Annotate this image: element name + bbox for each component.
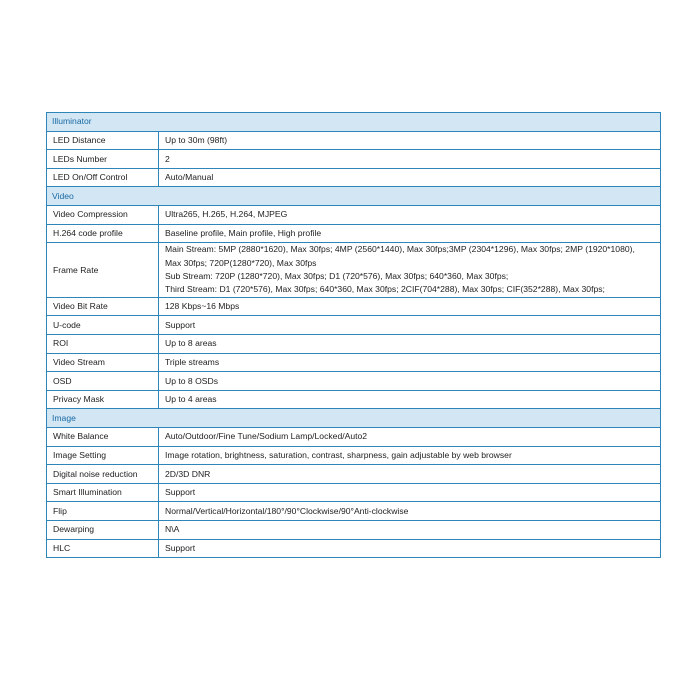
row-value: Image rotation, brightness, saturation, contrast, sharpness, gain adjustable by web browser [159,446,661,465]
table-row-privacy-mask [47,390,661,409]
table-row-leds-number [47,150,661,169]
row-value: 128 Kbps~16 Mbps [159,297,661,316]
table-row-white-balance [47,427,661,446]
table-row-video-bit-rate [47,297,661,316]
row-value: 2D/3D DNR [159,465,661,484]
section-header-illuminator [47,113,661,132]
frame-rate-sub-stream: Sub Stream: 720P (1280*720), Max 30fps; D1 (720*576), Max 30fps; 640*360, Max 30fps; [165,270,509,281]
section-title: Video [47,187,661,206]
table-row-u-code [47,316,661,335]
row-label: Smart Illumination [47,483,159,502]
section-title: Image [47,409,661,428]
row-value: Auto/Outdoor/Fine Tune/Sodium Lamp/Locked/Auto2 [159,427,661,446]
frame-rate-main-line-1: Main Stream: 5MP (2880*1620), Max 30fps; 4MP (2560*1440), Max 30fps;3MP (2304*1296), Max 30fps; 2MP (1920*1080), [165,244,635,255]
frame-rate-main-line-2: Max 30fps; 720P(1280*720), Max 30fps [165,257,317,268]
row-label: White Balance [47,427,159,446]
row-value: Support [159,539,661,558]
table-row-led-onoff [47,168,661,187]
row-value: Auto/Manual [159,168,661,187]
row-value: Up to 4 areas [159,390,661,409]
row-value: Normal/Vertical/Horizontal/180°/90°Clockwise/90°Anti-clockwise [159,502,661,521]
row-label: H.264 code profile [47,224,159,243]
row-value: Up to 8 OSDs [159,372,661,391]
table-row-dnr [47,465,661,484]
row-label: LED Distance [47,131,159,150]
spec-table [46,112,661,558]
row-label: Privacy Mask [47,390,159,409]
row-label: Video Compression [47,205,159,224]
table-row-video-compression [47,205,661,224]
row-label: Image Setting [47,446,159,465]
row-value: Support [159,316,661,335]
row-label: Frame Rate [47,243,159,298]
row-label: Digital noise reduction [47,465,159,484]
row-value: Baseline profile, Main profile, High profile [159,224,661,243]
row-label: OSD [47,372,159,391]
row-label: ROI [47,334,159,353]
row-label: LEDs Number [47,150,159,169]
row-value: Up to 30m (98ft) [159,131,661,150]
row-value: Ultra265, H.265, H.264, MJPEG [159,205,661,224]
row-value: 2 [159,150,661,169]
row-value: Up to 8 areas [159,334,661,353]
table-row-image-setting [47,446,661,465]
row-label: U-code [47,316,159,335]
table-row-osd [47,372,661,391]
table-row-hlc [47,539,661,558]
table-row-frame-rate [47,243,661,298]
table-row-video-stream [47,353,661,372]
section-title: Illuminator [47,113,661,132]
section-header-video [47,187,661,206]
table-row-h264-profile [47,224,661,243]
section-header-image [47,409,661,428]
row-value: N\A [159,520,661,539]
row-label: Flip [47,502,159,521]
row-value: Triple streams [159,353,661,372]
row-label: LED On/Off Control [47,168,159,187]
table-row-smart-illumination [47,483,661,502]
table-row-roi [47,334,661,353]
table-row-led-distance [47,131,661,150]
row-label: Video Bit Rate [47,297,159,316]
frame-rate-third-stream: Third Stream: D1 (720*576), Max 30fps; 640*360, Max 30fps; 2CIF(704*288), Max 30fps; CIF(352*288), Max 30fps; [165,284,605,295]
table-row-flip [47,502,661,521]
row-value [159,243,661,298]
table-row-dewarping [47,520,661,539]
row-label: Dewarping [47,520,159,539]
row-value: Support [159,483,661,502]
row-label: Video Stream [47,353,159,372]
row-label: HLC [47,539,159,558]
